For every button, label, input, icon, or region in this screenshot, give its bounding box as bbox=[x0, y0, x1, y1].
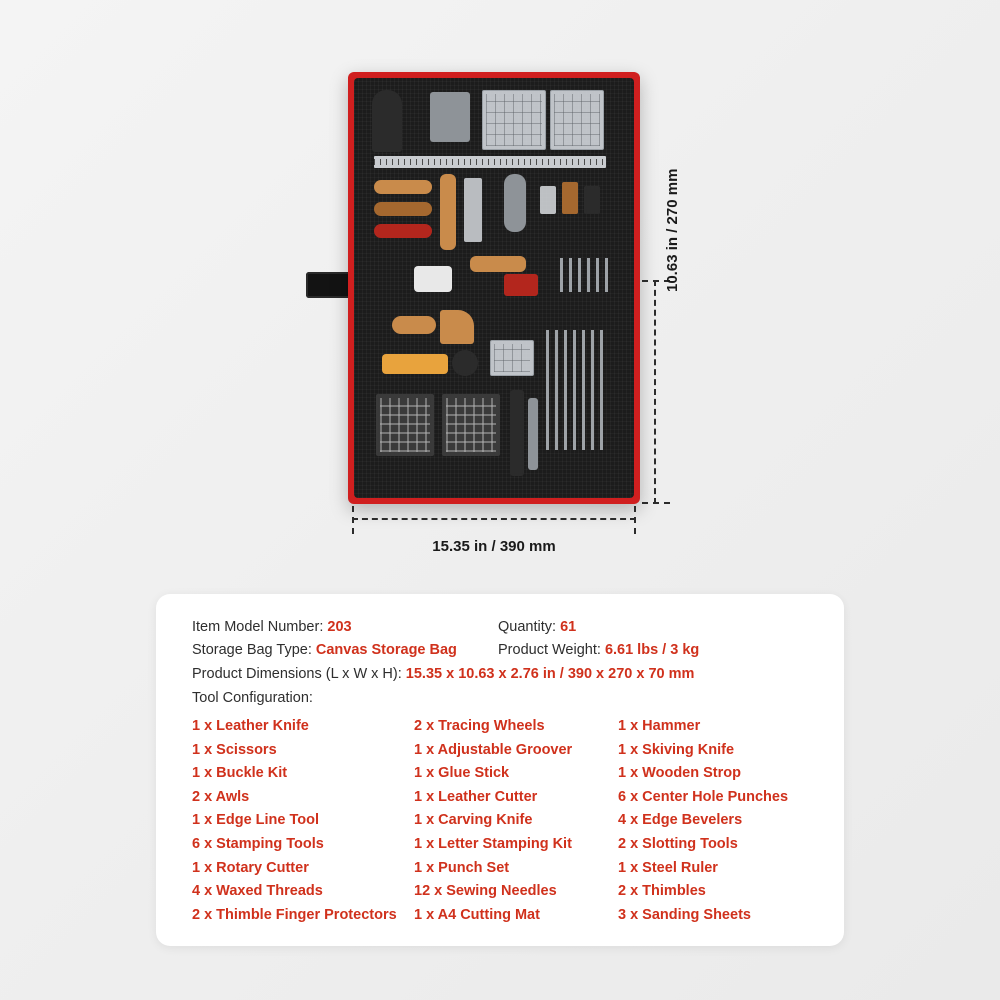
list-item: 1 x Glue Stick bbox=[414, 765, 510, 782]
list-item: 1 x Buckle Kit bbox=[192, 765, 288, 782]
list-item: 2 x Slotting Tools bbox=[618, 836, 738, 853]
list-item: 2 x Awls bbox=[192, 788, 250, 805]
list-item: 1 x Adjustable Groover bbox=[414, 741, 573, 758]
list-item: 1 x Skiving Knife bbox=[618, 741, 735, 758]
tool-case bbox=[348, 72, 640, 504]
list-item: 1 x Rotary Cutter bbox=[192, 859, 309, 876]
list-item: 1 x Wooden Strop bbox=[618, 765, 741, 782]
awl-handle-2 bbox=[374, 202, 432, 216]
center-hole-punches bbox=[560, 258, 610, 292]
spec-dimensions bbox=[192, 663, 808, 686]
list-item: 1 x Carving Knife bbox=[414, 812, 533, 829]
needle-tray bbox=[490, 340, 534, 376]
model-label: Item Model Number: bbox=[192, 619, 324, 635]
edge-beveler-set bbox=[528, 398, 538, 470]
height-dimension-label: 10.63 in / 270 mm bbox=[664, 168, 681, 292]
scissors-tool bbox=[372, 90, 402, 152]
thread-spool-3 bbox=[584, 186, 600, 214]
specification-card bbox=[156, 594, 844, 946]
weight-label: Product Weight: bbox=[498, 642, 601, 659]
letter-stamping-kit-1 bbox=[376, 394, 434, 456]
rotary-cutter bbox=[382, 354, 448, 374]
spec-bag-type bbox=[192, 639, 498, 662]
spec-row-bag-weight bbox=[192, 639, 808, 662]
spec-row-model-quantity bbox=[192, 616, 808, 639]
spec-weight bbox=[498, 639, 808, 662]
list-item: 1 x Letter Stamping Kit bbox=[414, 836, 572, 853]
list-item: 1 x Leather Cutter bbox=[414, 788, 538, 805]
list-item: 2 x Tracing Wheels bbox=[414, 717, 545, 734]
list-item: 6 x Stamping Tools bbox=[192, 836, 324, 853]
pliers-tool bbox=[430, 92, 470, 142]
slotting-tool bbox=[510, 390, 524, 476]
tool-configuration-label: Tool Configuration: bbox=[192, 690, 313, 707]
list-item: 1 x Edge Line Tool bbox=[192, 812, 320, 829]
awl-handle-3 bbox=[374, 224, 432, 238]
list-item: 1 x Scissors bbox=[192, 741, 277, 758]
list-item: 2 x Thimble Finger Protectors bbox=[192, 906, 397, 923]
height-dimension-line bbox=[654, 280, 656, 504]
dimensions-value: 15.35 x 10.63 x 2.76 in / 390 x 270 x 70 mm bbox=[405, 665, 695, 682]
spec-model bbox=[192, 616, 498, 639]
case-carry-strap bbox=[306, 272, 352, 298]
spec-quantity bbox=[498, 616, 808, 639]
width-dimension-label: 15.35 in / 390 mm bbox=[432, 538, 556, 555]
thread-spool-2 bbox=[562, 182, 578, 214]
hardware-tray-1 bbox=[482, 90, 546, 150]
thread-spool-1 bbox=[540, 186, 556, 214]
bag-type-value: Canvas Storage Bag bbox=[315, 642, 457, 659]
width-dimension-line bbox=[352, 518, 636, 520]
leather-cutter bbox=[504, 274, 538, 296]
list-item: 2 x Thimbles bbox=[618, 883, 706, 900]
quantity-value: 61 bbox=[560, 619, 577, 635]
model-value: 203 bbox=[327, 619, 352, 635]
list-item: 12 x Sewing Needles bbox=[414, 883, 557, 900]
burnisher-tool bbox=[440, 310, 474, 344]
weight-value: 6.61 lbs / 3 kg bbox=[604, 642, 700, 659]
groover-tool bbox=[504, 174, 526, 232]
list-item: 4 x Waxed Threads bbox=[192, 883, 323, 900]
list-item: 4 x Edge Bevelers bbox=[618, 812, 743, 829]
punch-set-row bbox=[546, 330, 604, 450]
rotary-blade bbox=[452, 350, 478, 376]
awl-handle-1 bbox=[374, 180, 432, 194]
hardware-tray-2 bbox=[550, 90, 604, 150]
steel-ruler bbox=[374, 156, 606, 168]
list-item: 1 x Steel Ruler bbox=[618, 859, 718, 876]
letter-stamping-kit-2 bbox=[442, 394, 500, 456]
skiving-knife bbox=[464, 178, 482, 242]
wooden-strop bbox=[392, 316, 436, 334]
tool-case-interior bbox=[354, 78, 634, 498]
hammer-tool bbox=[470, 256, 526, 272]
list-item: 6 x Center Hole Punches bbox=[618, 788, 789, 805]
list-item: 1 x A4 Cutting Mat bbox=[414, 906, 540, 923]
list-item: 1 x Hammer bbox=[618, 717, 701, 734]
glue-stick bbox=[414, 266, 452, 292]
dimensions-label: Product Dimensions (L x W x H): bbox=[192, 665, 402, 682]
tool-configuration-list bbox=[192, 715, 808, 928]
quantity-label: Quantity: bbox=[498, 619, 557, 635]
bag-type-label: Storage Bag Type: bbox=[192, 642, 312, 659]
list-item: 1 x Leather Knife bbox=[192, 717, 309, 734]
carving-knife bbox=[440, 174, 456, 250]
list-item: 3 x Sanding Sheets bbox=[618, 906, 751, 923]
list-item: 1 x Punch Set bbox=[414, 859, 510, 876]
